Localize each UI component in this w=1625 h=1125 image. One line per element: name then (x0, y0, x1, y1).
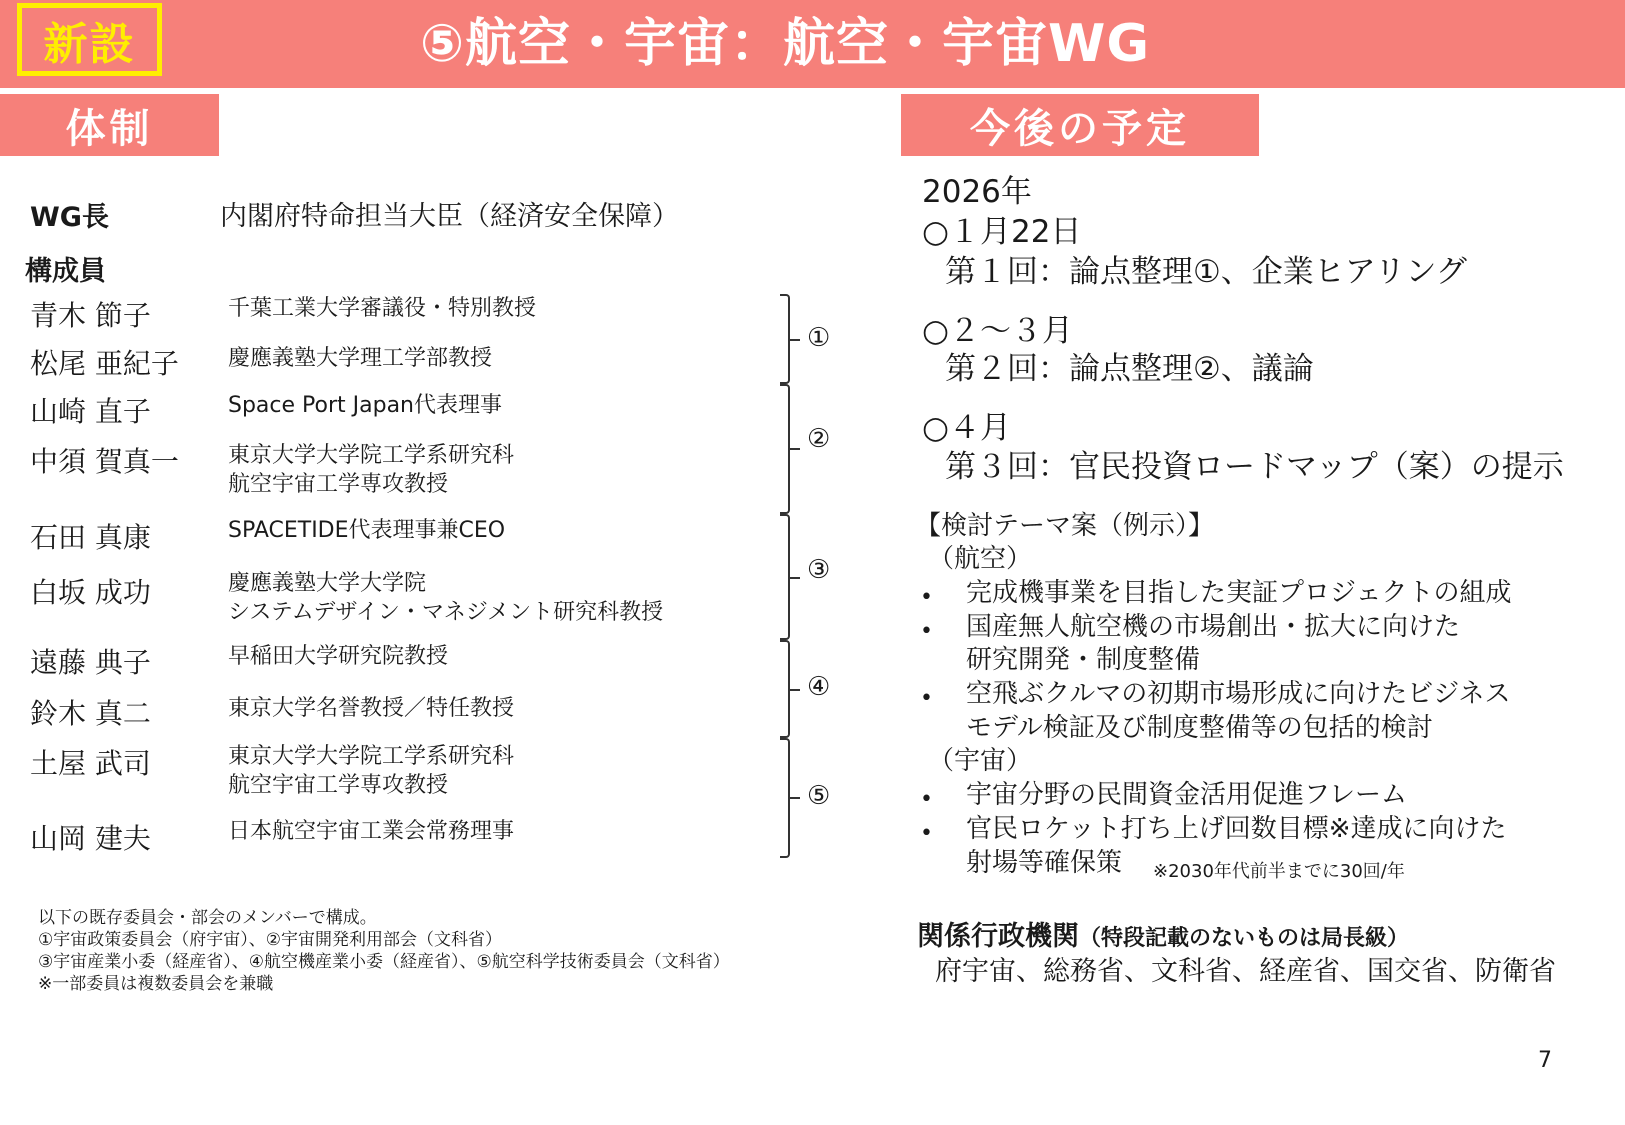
space-label: （宇宙） (928, 746, 1033, 776)
bullet-icon: • (920, 585, 933, 610)
member-affiliation: 東京大学大学院工学系研究科 (228, 443, 515, 468)
member-name: 山岡 建夫 (30, 822, 151, 855)
member-affiliation: 東京大学名誉教授／特任教授 (228, 696, 515, 721)
bracket-3 (780, 514, 790, 640)
bracket-tick (790, 577, 800, 579)
agencies-title (917, 914, 1409, 953)
bracket-1 (780, 294, 790, 384)
schedule-meeting: 第３回：官民投資ロードマップ（案）の提示 (945, 449, 1564, 485)
member-affiliation: Space Port Japan代表理事 (228, 393, 503, 418)
group-label-3: ③ (807, 555, 831, 585)
schedule-meeting: 第２回：論点整理②、議論 (945, 351, 1314, 387)
theme-item: 完成機事業を目指した実証プロジェクトの組成 (966, 578, 1512, 608)
bracket-tick (790, 797, 800, 799)
member-name: 青木 節子 (30, 299, 151, 332)
bullet-icon: • (920, 686, 933, 711)
page-title: ⑤航空・宇宙：航空・宇宙WG (420, 14, 1151, 74)
bullet-icon: • (920, 619, 933, 644)
note-line: ①宇宙政策委員会（府宇宙）、②宇宙開発利用部会（文科省） (38, 930, 502, 950)
bracket-2 (780, 384, 790, 514)
agencies-title-note: （特段記載のないものは局長級） (1079, 926, 1410, 951)
member-name: 鈴木 真二 (30, 697, 151, 730)
group-label-1: ① (807, 323, 831, 353)
bracket-5 (780, 738, 790, 858)
new-badge: 新設 (17, 3, 162, 76)
bracket-tick (790, 689, 800, 691)
bullet-icon: • (920, 821, 933, 846)
member-affiliation: 東京大学大学院工学系研究科 (228, 744, 515, 769)
bracket-tick (790, 339, 800, 341)
member-name: 遠藤 典子 (30, 646, 151, 679)
header-bar (0, 0, 1625, 88)
theme-item: 射場等確保策 (966, 848, 1123, 878)
bullet-icon: • (920, 787, 933, 812)
member-name: 白坂 成功 (30, 576, 151, 609)
member-affiliation: 早稲田大学研究院教授 (228, 644, 449, 669)
theme-item: 研究開発・制度整備 (966, 645, 1201, 675)
member-name: 中須 賀真一 (30, 445, 179, 478)
schedule-date: ○４月 (922, 410, 1012, 446)
structure-section-tab: 体制 (0, 94, 219, 156)
bracket-tick (790, 448, 800, 450)
member-affiliation: 航空宇宙工学専攻教授 (228, 472, 449, 497)
group-label-5: ⑤ (807, 781, 831, 811)
note-line: ※一部委員は複数委員会を兼職 (38, 974, 274, 994)
member-name: 土屋 武司 (30, 747, 151, 780)
theme-item: 空飛ぶクルマの初期市場形成に向けたビジネス (966, 679, 1511, 709)
member-affiliation: SPACETIDE代表理事兼CEO (228, 518, 506, 543)
member-name: 松尾 亜紀子 (30, 347, 179, 380)
group-label-2: ② (807, 424, 831, 454)
agencies-list: 府宇宙、総務省、文科省、経産省、国交省、防衛省 (935, 956, 1556, 987)
agencies-title-text: 関係行政機関 (917, 921, 1079, 952)
chair-label: WG長 (30, 202, 109, 233)
bracket-4 (780, 640, 790, 738)
theme-item: 官民ロケット打ち上げ回数目標※達成に向けた (966, 814, 1507, 844)
member-affiliation: 千葉工業大学審議役・特別教授 (228, 296, 537, 321)
member-affiliation: 日本航空宇宙工業会常務理事 (228, 819, 515, 844)
member-name: 山崎 直子 (30, 395, 151, 428)
note-line: 以下の既存委員会・部会のメンバーで構成。 (38, 908, 377, 928)
note-line: ③宇宙産業小委（経産省）、④航空機産業小委（経産省）、⑤航空科学技術委員会（文科省） (38, 952, 730, 972)
member-affiliation: 航空宇宙工学専攻教授 (228, 773, 449, 798)
space-footnote: ※2030年代前半までに30回/年 (1153, 861, 1405, 882)
chair-value: 内閣府特命担当大臣（経済安全保障） (220, 201, 679, 232)
page-number: 7 (1538, 1048, 1552, 1073)
member-affiliation: 慶應義塾大学理工学部教授 (228, 346, 493, 371)
themes-title: 【検討テーマ案（例示）】 (915, 511, 1215, 541)
theme-item: 宇宙分野の民間資金活用促進フレーム (966, 780, 1407, 810)
member-affiliation: システムデザイン・マネジメント研究科教授 (228, 600, 664, 625)
group-label-4: ④ (807, 672, 831, 702)
schedule-year: 2026年 (922, 174, 1032, 210)
schedule-meeting: 第１回：論点整理①、企業ヒアリング (945, 254, 1467, 290)
schedule-section-tab: 今後の予定 (901, 94, 1259, 156)
schedule-date: ○２～３月 (922, 313, 1074, 349)
member-name: 石田 真康 (30, 521, 151, 554)
theme-item: モデル検証及び制度整備等の包括的検討 (966, 713, 1433, 743)
schedule-date: ○１月22日 (922, 214, 1082, 250)
theme-item: 国産無人航空機の市場創出・拡大に向けた (966, 612, 1461, 642)
members-label: 構成員 (25, 256, 106, 287)
member-affiliation: 慶應義塾大学大学院 (228, 571, 427, 596)
aviation-label: （航空） (928, 544, 1033, 574)
